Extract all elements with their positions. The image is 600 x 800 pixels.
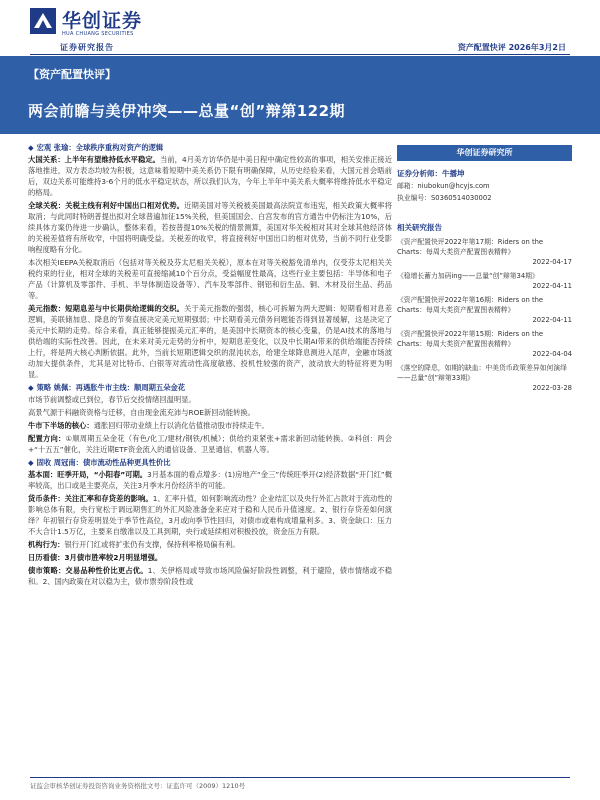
related-report-date: 2022-04-17 <box>532 258 572 266</box>
paragraph-lead: 债市策略：交易品种性价比更占优。 <box>28 566 148 575</box>
logo-name-cn: 华创证券 <box>62 10 143 32</box>
report-title: 两会前瞻与美伊冲突——总量“创”辩第122期 <box>28 102 346 120</box>
analyst-name: 证券分析师：牛播坤 <box>397 169 465 178</box>
section-heading <box>28 142 392 153</box>
report-meta: 资产配置快评 2026年3月2日 <box>457 43 566 52</box>
related-reports-title: 相关研究报告 <box>397 223 442 232</box>
paragraph-text: 1、关伊格局或导致市场风险偏好阶段性调整，利于避险，债市情绪或不稳和。2、国内政策在对以稳为主，债市票券阶段性或 <box>28 566 393 586</box>
header-divider <box>30 54 570 55</box>
section-heading-text: 策略 姚佩：再遇胀牛市主线：顺周期五朵金花 <box>36 383 186 392</box>
paragraph-lead: 牛市下半场的核心： <box>28 421 94 430</box>
huachuang-logo-icon <box>30 8 56 34</box>
paragraph-lead: 机构行为： <box>28 540 65 549</box>
related-report-date: 2022-03-28 <box>532 384 572 392</box>
related-report-date: 2022-04-04 <box>532 350 572 358</box>
paragraph-text: 当前，4月美方访华仍是中美日程中确定性较高的事项，相关安排正接近落地推进，双方表态均较为积极，这意味着短期中美关系仍下限有明确保障，从历史经验来看，大国元首会晤前后，双边关系可能维持3-6个月的低水平稳定状态，所以我们认为，今年上半年中美关系大概率将维持低水平稳定的格局。 <box>28 155 393 197</box>
related-report-date: 2022-04-11 <box>532 316 572 324</box>
section-heading-text: 宏观 张瑜：全球秩序重构对资产的逻辑 <box>36 143 164 152</box>
section-heading <box>28 457 392 468</box>
paragraph <box>28 257 392 301</box>
section-heading <box>28 382 392 393</box>
related-report-title: 《资产配置快评2022年第15期：Riders on the Charts：每周大类资产配置图表精粹》 <box>397 330 544 348</box>
related-reports-list <box>397 237 572 393</box>
paragraph-lead: 美元指数：短期息差与中长期供给逻辑的交织。 <box>28 304 185 313</box>
related-report-title: 《稳增长蓄力加码ing——总量“创”辩第34期》 <box>397 272 539 280</box>
diamond-bullet-icon: ◆ <box>28 143 34 152</box>
analyst-email: 邮箱：niubokun@hcyjs.com <box>397 182 490 190</box>
related-report-title: 《资产配置快评2022年第16期：Riders on the Charts：每周大类资产配置图表精粹》 <box>397 296 544 314</box>
section-heading-text: 固收 周冠南：债市流动性品种更具性价比 <box>36 458 171 467</box>
paragraph-text: 市场节前调整或已到位，春节后交投情绪回温明显。 <box>28 395 196 404</box>
paragraph-text: 3月基本面的看点增多：(1)房地产“金三”传统旺季开(2)经济数据“开门红”概率较高，出口或是主要亮点，关注3月季末月份经济半的可能。 <box>28 470 393 490</box>
footer-license: 证监会审核华创证券投资咨询业务资格批文号：证监许可（2009）1210号 <box>30 782 246 790</box>
paragraph-text: ①顺周期五朵金花（有色/化工/建材/钢铁/机械）；供给约束紧张+需求新回动能转换。②科创：两会+“十五五”催化，关注近期ETF资金流入的通信设备、卫星通信、机器人等。 <box>28 434 392 454</box>
paragraph <box>28 565 392 587</box>
report-series-tag: 【资产配置快评】 <box>28 68 116 81</box>
paragraph <box>28 420 392 431</box>
paragraph-lead: 大国关系：上半年有望维持低水平稳定。 <box>28 155 161 164</box>
related-report-item[interactable] <box>397 329 572 359</box>
paragraph-lead: 货币条件：关注汇率和存贷差的影响。 <box>28 494 153 503</box>
related-report-item[interactable] <box>397 237 572 267</box>
diamond-bullet-icon: ◆ <box>28 458 34 467</box>
main-content <box>28 140 392 589</box>
related-report-item[interactable] <box>397 271 572 291</box>
paragraph <box>28 154 392 198</box>
paragraph <box>28 394 392 405</box>
paragraph-lead: 配置方向： <box>28 434 66 443</box>
paragraph <box>28 200 392 255</box>
paragraph-lead: 全球关税：关税主线有利好中国出口相对优势。 <box>28 201 185 210</box>
paragraph <box>28 469 392 491</box>
paragraph <box>28 539 392 550</box>
footer-divider <box>30 777 570 778</box>
paragraph <box>28 493 392 537</box>
paragraph-text: 本次相关IEEPA关税取消后（包括对等关税及芬太尼相关关税），原本在对等关税豁免清单内，仅受芬太尼相关关税约束的行业，相对全球的关税差可直接缩减10个百分点，受益幅度性最高，这些行业主要包括：半导体和电子产品（计算机及零部件、手机、半导体制造设备等）、汽车及零部件、钢铝和衍生品、铜、木材及衍生品、药品等。 <box>28 258 392 300</box>
related-report-item[interactable] <box>397 295 572 325</box>
paragraph <box>28 303 392 380</box>
related-report-title: 《落空的降息，如期的缺血：中美货币政策差异如何演绎——总量“创”辩第33期》 <box>397 364 567 382</box>
paragraph-text: 通胀回归带动业绩上行以消化估值推动股市持续走牛。 <box>93 421 269 430</box>
sidebar-org-banner: 华创证券研究所 <box>397 145 572 161</box>
related-report-date: 2022-04-11 <box>532 282 572 290</box>
logo-name-en: HUA CHUANG SECURITIES <box>62 31 134 37</box>
related-report-title: 《资产配置快评2022年第17期：Riders on the Charts：每周大类资产配置图表精粹》 <box>397 238 544 256</box>
paragraph-text: 银行开门红或将扩张仍有支撑，保持利率格局偏有利。 <box>64 540 240 549</box>
analyst-license: 执业编号：S0360514030002 <box>397 194 492 202</box>
paragraph-lead: 日历看债：3月债市胜率较2月明显增强。 <box>28 553 163 562</box>
report-header <box>0 0 600 56</box>
paragraph-text: 近期美国对等关税被美国最高法院宣布违宪，相关政策大概率将取消；与此同时特朗普提出拟对全球普遍加征15%关税，但美国国会、白宫发布的官方通告中仍标注为10%，后续具体方案仍待进一步确认，整体来看，若按普提10%关税的情景测算，美国对华关税相对其对全球其他经济体的关税差值将有所收窄，中国将明确受益。关税差的收窄，将直接利好中国出口的相对优势，当前不同行业受影响程度略有分化。 <box>28 201 393 254</box>
paragraph <box>28 407 392 418</box>
paragraph <box>28 433 392 455</box>
paragraph <box>28 552 392 563</box>
paragraph-text: 1、汇率升值，如何影响流动性？企业结汇以及央行外汇占款对于流动性的影响总体有限，央行宽松于调远期售汇的外汇风险准备金来应对于稳和人民币升值速度。2、银行存贷差如何演绎？年初银行存贷差明显处于季节性高位，3月或向季节性回归，对债市或难构成增量利多。3、资金缺口：压力不大合计1.5万亿，主要来自缴准以及工具到期，央行或延续相对积极投放，资金压力有限。 <box>28 494 393 536</box>
related-report-item[interactable] <box>397 363 572 393</box>
report-type-label: 证券研究报告 <box>60 43 114 52</box>
sidebar <box>397 140 572 393</box>
diamond-bullet-icon: ◆ <box>28 383 34 392</box>
paragraph-text: 高景气源于科融资资格与迁移，自由现金流充沛与ROE新回动能转换。 <box>28 408 256 417</box>
paragraph-lead: 基本面：旺季开局，“小阳春”可期。 <box>28 470 148 479</box>
paragraph-text: 关于美元指数的强弱，核心可拆解为两大逻辑：短期看相对息差逻辑，美联储加息、降息的节奏直接决定美元短期强弱；中长期看美元债务问题能否得到显著缓解，这是决定了美元中长期的走势。综合来看，真正能够提振美元汇率的，是美国中长期资本的核心变量，仍是AI技术的落地与供给端的实际性改善。因此，在未来对美元走势的分析中，短期息差变化，以及中长期AI带来的供给端能否持续上行，将是两大核心判断依据。此外，当前长短期逻辑交织的混沌状态，给建全球降息测进入尾声，金融市场波动加大提供条件，尤其是对比特币、白银等对流动性高度敏感、投机性较强的资产，波动放大的特征将更为明显。 <box>28 304 393 379</box>
